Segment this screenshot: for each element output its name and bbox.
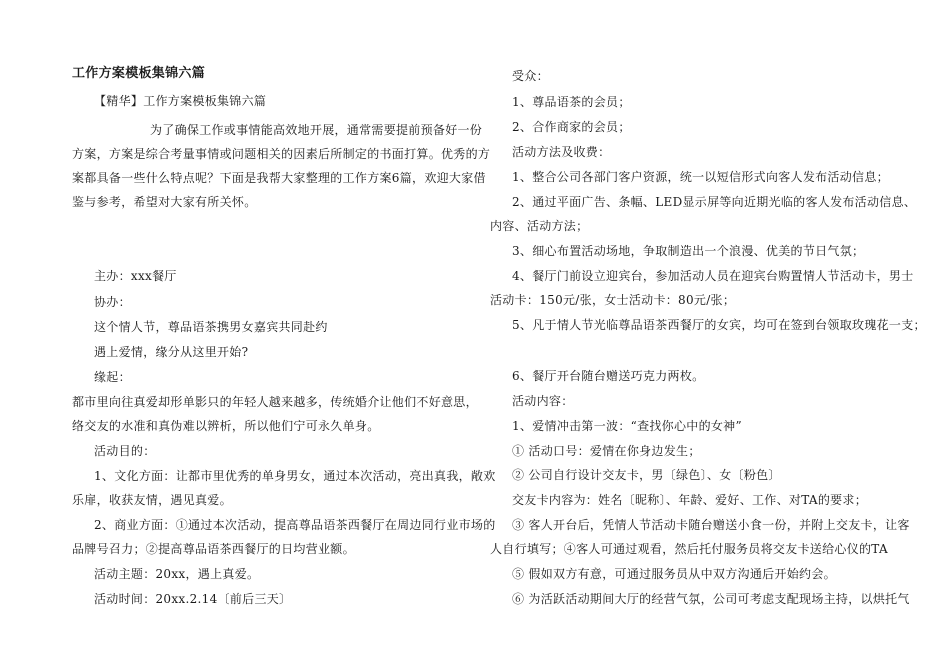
text-line: 1、文化方面：让都市里优秀的单身男女，通过本次活动，亮出真我，敞欢 — [94, 469, 496, 483]
text-line: 缘起： — [94, 370, 131, 384]
text-line: ③ 客人开台后，凭情人节活动卡随台赠送小食一份，并附上交友卡，让客 — [512, 518, 910, 532]
text-line: 1、尊品语茶的会员； — [512, 95, 631, 109]
text-line: 3、细心布置活动场地，争取制造出一个浪漫、优美的节日气氛； — [512, 244, 865, 258]
document-title: 工作方案模板集锦六篇 — [72, 66, 206, 81]
text-line: 品牌号召力；②提高尊品语茶西餐厅的日均营业额。 — [72, 542, 355, 556]
text-line: 活动内容： — [512, 394, 574, 408]
text-line: 人自行填写；④客人可通过观看，然后托付服务员将交友卡送给心仪的TA — [490, 542, 888, 556]
text-line: 5、凡于情人节光临尊品语茶西餐厅的女宾，均可在签到台领取玫瑰花一支； — [512, 318, 926, 332]
text-line: 活动目的： — [94, 444, 156, 458]
text-line: 内容、活动方法； — [490, 219, 589, 233]
text-line: 这个情人节，尊品语茶携男女嘉宾共同赴约 — [94, 320, 328, 334]
text-line: 络交友的水准和真伪难以辨析，所以他们宁可永久单身。 — [72, 419, 380, 433]
text-line: 受众： — [512, 69, 549, 83]
text-line: 交友卡内容为：姓名〔昵称〕、年龄、爱好、工作、对TA的要求； — [512, 493, 868, 507]
text-line: 2、通过平面广告、条幅、LED显示屏等向近期光临的客人发布活动信息、 — [512, 195, 917, 209]
text-line: 【精华】工作方案模板集锦六篇 — [94, 94, 267, 108]
text-line: 6、餐厅开台随台赠送巧克力两枚。 — [512, 369, 705, 383]
text-line: 遇上爱情，缘分从这里开始? — [94, 345, 249, 359]
text-line: 活动方法及收费： — [512, 145, 611, 159]
text-line: 1、爱情冲击第一波：“查找你心中的女神” — [512, 419, 742, 433]
text-line: 2、商业方面：①通过本次活动，提高尊品语茶西餐厅在周边同行业市场的 — [94, 518, 496, 532]
text-line: ② 公司自行设计交友卡，男〔绿色〕、女〔粉色〕 — [512, 468, 781, 482]
text-line: 乐扉，收获友情，遇见真爱。 — [72, 493, 232, 507]
text-line: 活动时间：20xx.2.14〔前后三天〕 — [94, 592, 292, 606]
text-line: 方案，方案是综合考量事情或问题相关的因素后所制定的书面打算。优秀的方 — [72, 147, 491, 161]
text-line: 2、合作商家的会员； — [512, 120, 631, 134]
text-line: 主办：xxx餐厅 — [94, 269, 177, 283]
text-line: ① 活动口号：爱情在你身边发生； — [512, 444, 701, 458]
text-line: ⑥ 为活跃活动期间大厅的经营气氛，公司可考虑支配现场主持，以烘托气 — [512, 592, 910, 606]
text-line: 协办： — [94, 295, 131, 309]
text-line: 为了确保工作或事情能高效地开展，通常需要提前预备好一份 — [150, 123, 483, 137]
text-line: 4、餐厅门前设立迎宾台，参加活动人员在迎宾台购置情人节活动卡，男士 — [512, 269, 914, 283]
text-line: 鉴与参考，希望对大家有所关怀。 — [72, 195, 257, 209]
text-line: 都市里向往真爱却形单影只的年轻人越来越多，传统婚介让他们不好意思， — [72, 395, 478, 409]
text-line: 1、整合公司各部门客户资源，统一以短信形式向客人发布活动信息； — [512, 170, 889, 184]
text-line: 活动卡：150元/张，女士活动卡：80元/张； — [490, 293, 736, 307]
text-line: ⑤ 假如双方有意，可通过服务员从中双方沟通后开始约会。 — [512, 567, 836, 581]
text-line: 活动主题：20xx，遇上真爱。 — [94, 567, 260, 581]
text-line: 案都具备一些什么特点呢？下面是我帮大家整理的工作方案6篇，欢迎大家借 — [72, 171, 486, 185]
